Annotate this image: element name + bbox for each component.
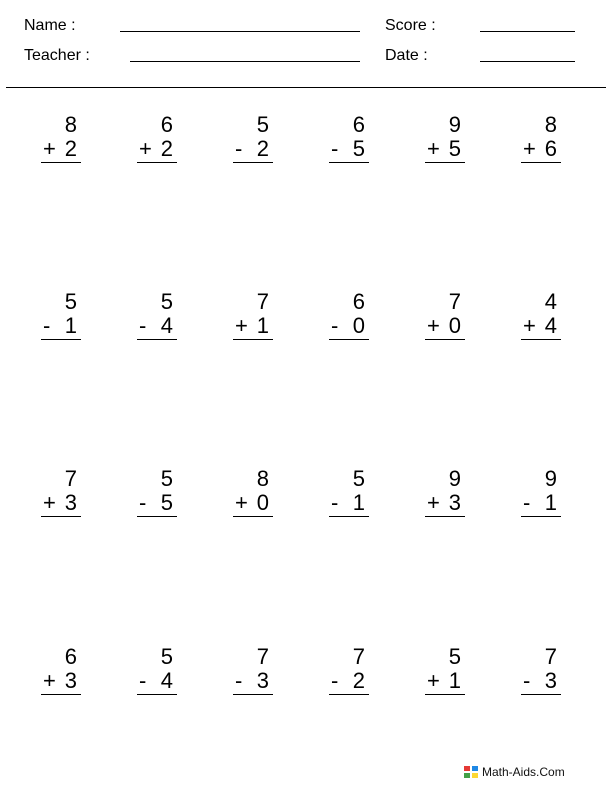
answer-line (137, 516, 177, 517)
operator-row (41, 137, 81, 161)
top-number: 6 (352, 289, 365, 314)
answer-line (137, 162, 177, 163)
math-problem (137, 113, 177, 163)
top-number: 7 (352, 644, 365, 669)
bottom-number: 2 (64, 136, 77, 161)
bottom-number: 3 (544, 668, 557, 693)
math-problem (425, 290, 465, 340)
answer-line (425, 516, 465, 517)
operator-sign: + (427, 313, 440, 338)
top-number: 6 (160, 112, 173, 137)
bottom-number: 1 (544, 490, 557, 515)
operator-sign: - (43, 313, 51, 338)
operator-sign: - (523, 668, 531, 693)
operator-sign: - (331, 490, 339, 515)
math-problem (425, 467, 465, 517)
answer-line (41, 516, 81, 517)
operator-row (233, 314, 273, 338)
answer-line (41, 339, 81, 340)
operator-sign: - (235, 668, 243, 693)
operator-sign: + (235, 490, 248, 515)
operator-row (329, 491, 369, 515)
answer-line (521, 339, 561, 340)
top-number: 5 (448, 644, 461, 669)
operator-row (329, 137, 369, 161)
operator-row (425, 491, 465, 515)
math-problem (521, 113, 561, 163)
operator-sign: - (523, 490, 531, 515)
operator-sign: + (523, 313, 536, 338)
operator-row (137, 137, 177, 161)
math-problem (425, 645, 465, 695)
bottom-number: 4 (544, 313, 557, 338)
top-number: 8 (544, 112, 557, 137)
operator-row (521, 491, 561, 515)
top-number: 5 (64, 289, 77, 314)
name-label: Name : (24, 17, 76, 34)
math-problem (41, 290, 81, 340)
top-number: 8 (256, 466, 269, 491)
bottom-number: 3 (448, 490, 461, 515)
bottom-number: 0 (448, 313, 461, 338)
operator-row (233, 137, 273, 161)
bottom-number: 1 (256, 313, 269, 338)
operator-sign: + (427, 490, 440, 515)
operator-row (137, 314, 177, 338)
top-number: 6 (352, 112, 365, 137)
top-number: 7 (256, 644, 269, 669)
math-problem (329, 467, 369, 517)
math-problem (329, 645, 369, 695)
math-aids-logo-icon (464, 766, 478, 778)
operator-row (425, 314, 465, 338)
answer-line (233, 516, 273, 517)
answer-line (329, 516, 369, 517)
top-number: 8 (64, 112, 77, 137)
answer-line (329, 339, 369, 340)
top-number: 6 (64, 644, 77, 669)
operator-row (329, 669, 369, 693)
score-label: Score : (385, 17, 436, 34)
math-problem (233, 467, 273, 517)
math-problem (137, 645, 177, 695)
top-number: 7 (256, 289, 269, 314)
operator-sign: + (43, 668, 56, 693)
math-problem (233, 290, 273, 340)
math-problem (41, 645, 81, 695)
answer-line (137, 694, 177, 695)
math-problem (41, 113, 81, 163)
operator-sign: + (523, 136, 536, 161)
math-problem (329, 113, 369, 163)
top-number: 5 (256, 112, 269, 137)
bottom-number: 1 (448, 668, 461, 693)
top-number: 5 (160, 466, 173, 491)
answer-line (41, 694, 81, 695)
operator-sign: - (235, 136, 243, 161)
math-problem (521, 645, 561, 695)
math-problem (329, 290, 369, 340)
answer-line (137, 339, 177, 340)
answer-line (425, 694, 465, 695)
operator-sign: - (331, 136, 339, 161)
bottom-number: 2 (352, 668, 365, 693)
answer-line (425, 339, 465, 340)
operator-row (137, 669, 177, 693)
operator-sign: - (139, 668, 147, 693)
bottom-number: 4 (160, 313, 173, 338)
math-problem (425, 113, 465, 163)
operator-sign: + (43, 490, 56, 515)
bottom-number: 3 (64, 490, 77, 515)
date-label: Date : (385, 47, 428, 64)
top-number: 5 (352, 466, 365, 491)
bottom-number: 5 (160, 490, 173, 515)
answer-line (233, 694, 273, 695)
top-number: 5 (160, 644, 173, 669)
operator-row (233, 491, 273, 515)
operator-sign: + (427, 668, 440, 693)
operator-row (41, 491, 81, 515)
operator-row (137, 491, 177, 515)
operator-row (521, 669, 561, 693)
operator-row (521, 137, 561, 161)
math-problem (233, 113, 273, 163)
operator-row (41, 669, 81, 693)
math-problem (137, 290, 177, 340)
operator-row (233, 669, 273, 693)
answer-line (41, 162, 81, 163)
top-number: 9 (544, 466, 557, 491)
bottom-number: 4 (160, 668, 173, 693)
bottom-number: 5 (448, 136, 461, 161)
bottom-number: 3 (256, 668, 269, 693)
bottom-number: 1 (352, 490, 365, 515)
top-number: 9 (448, 112, 461, 137)
operator-sign: + (427, 136, 440, 161)
answer-line (329, 694, 369, 695)
operator-row (425, 137, 465, 161)
operator-sign: - (331, 313, 339, 338)
math-problem (521, 467, 561, 517)
bottom-number: 2 (160, 136, 173, 161)
bottom-number: 0 (352, 313, 365, 338)
answer-line (521, 694, 561, 695)
operator-sign: - (331, 668, 339, 693)
answer-line (233, 339, 273, 340)
operator-row (329, 314, 369, 338)
top-number: 7 (448, 289, 461, 314)
teacher-label: Teacher : (24, 47, 90, 64)
operator-row (521, 314, 561, 338)
bottom-number: 5 (352, 136, 365, 161)
math-problem (137, 467, 177, 517)
answer-line (521, 162, 561, 163)
bottom-number: 6 (544, 136, 557, 161)
bottom-number: 3 (64, 668, 77, 693)
bottom-number: 0 (256, 490, 269, 515)
math-problem (41, 467, 81, 517)
top-number: 9 (448, 466, 461, 491)
top-number: 4 (544, 289, 557, 314)
answer-line (329, 162, 369, 163)
operator-row (425, 669, 465, 693)
answer-line (425, 162, 465, 163)
operator-sign: - (139, 313, 147, 338)
bottom-number: 2 (256, 136, 269, 161)
logo-text: Math-Aids.Com (482, 765, 565, 779)
answer-line (521, 516, 561, 517)
operator-sign: + (43, 136, 56, 161)
top-number: 5 (160, 289, 173, 314)
bottom-number: 1 (64, 313, 77, 338)
top-number: 7 (544, 644, 557, 669)
operator-row (41, 314, 81, 338)
math-problem (233, 645, 273, 695)
top-number: 7 (64, 466, 77, 491)
math-problem (521, 290, 561, 340)
answer-line (233, 162, 273, 163)
operator-sign: + (139, 136, 152, 161)
operator-sign: - (139, 490, 147, 515)
operator-sign: + (235, 313, 248, 338)
